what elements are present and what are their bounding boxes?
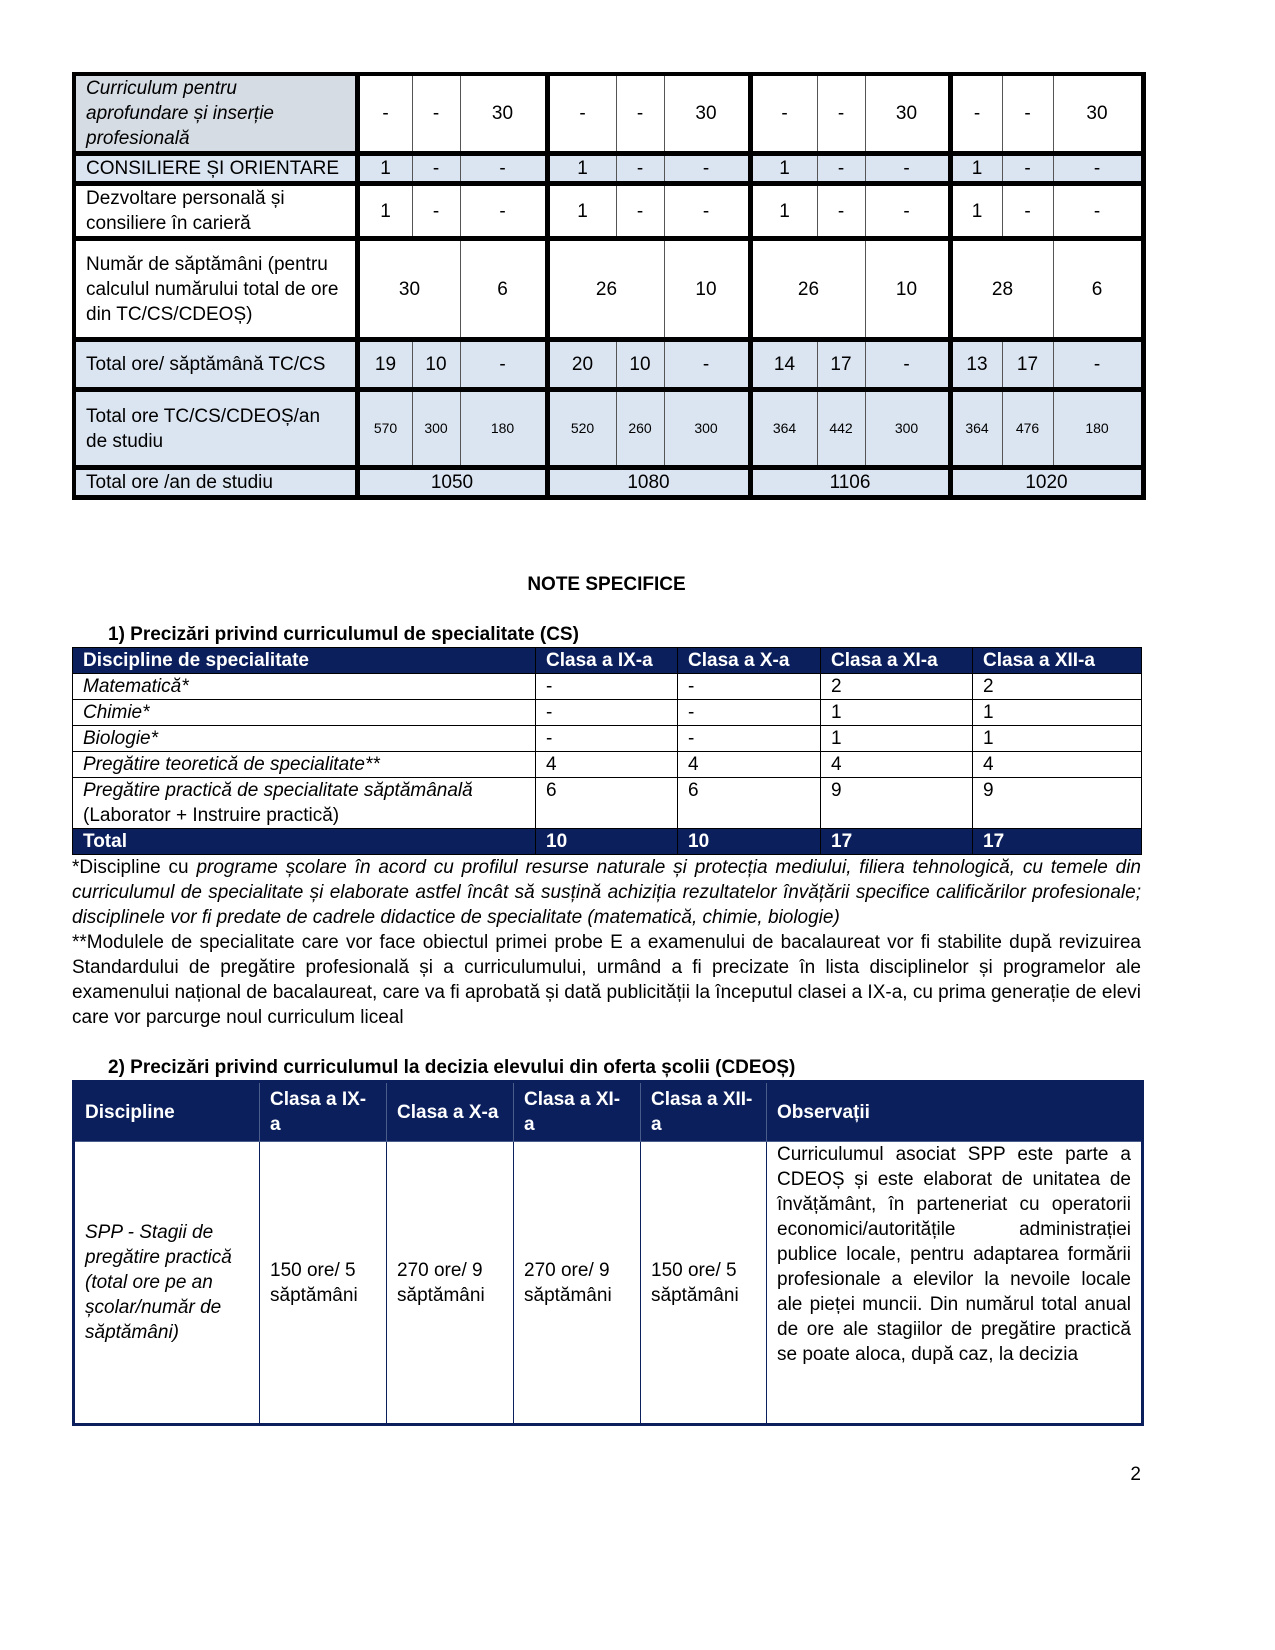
value-cell: 300: [865, 390, 950, 468]
table-row: [73, 778, 1142, 829]
value-cell: 1: [821, 726, 973, 752]
value-cell: 30: [1053, 74, 1143, 154]
total-cell: 17: [821, 829, 973, 855]
value-cell: -: [678, 700, 821, 726]
header-row: [73, 648, 1142, 674]
value-cell: -: [817, 184, 865, 239]
header-row: [74, 1082, 1143, 1142]
value-cell: -: [817, 154, 865, 184]
value-cell: 300: [664, 390, 750, 468]
value-cell: -: [678, 726, 821, 752]
value-cell: 30: [865, 74, 950, 154]
value-cell: -: [664, 340, 750, 390]
value-cell: 364: [750, 390, 817, 468]
value-cell: 26: [750, 239, 865, 340]
value-cell: 17: [817, 340, 865, 390]
value-cell: 4: [536, 752, 678, 778]
discipline-suffix: (Laborator + Instruire practică): [83, 805, 340, 826]
value-cell: 1: [973, 700, 1142, 726]
section2-title: 2) Precizări privind curriculumul la decizia elevului din oferta școlii (CDEOȘ): [108, 1057, 796, 1078]
header-cell: Clasa a X-a: [678, 648, 821, 674]
value-cell: -: [616, 74, 664, 154]
cdeos-table: [72, 1080, 1144, 1426]
header-cell: Clasa a XII-a: [641, 1082, 767, 1142]
value-cell: 13: [950, 340, 1002, 390]
value-cell: -: [750, 74, 817, 154]
header-cell: Discipline: [74, 1082, 260, 1142]
value-cell: -: [950, 74, 1002, 154]
total-label: Total: [73, 829, 536, 855]
page-number: 2: [1130, 1464, 1141, 1485]
value-cell: 1: [750, 154, 817, 184]
row-label: Număr de săptămâni (pentru calculul numărului total de ore din TC/CS/CDEOȘ): [74, 239, 357, 340]
value-cell: 2: [821, 674, 973, 700]
hours-cell: 270 ore/ 9 săptămâni: [387, 1142, 514, 1425]
discipline-name: Biologie*: [83, 728, 158, 749]
discipline-name: Matematică*: [83, 676, 189, 697]
header-cell: Clasa a XI-a: [514, 1082, 641, 1142]
value-cell: 1: [750, 184, 817, 239]
table-row: [74, 340, 1143, 390]
discipline-label: [73, 700, 536, 726]
discipline-label: [73, 752, 536, 778]
value-cell: 9: [821, 778, 973, 829]
hours-cell: 150 ore/ 5 săptămâni: [260, 1142, 387, 1425]
discipline-label: [73, 674, 536, 700]
value-cell: -: [664, 154, 750, 184]
discipline-name: Chimie*: [83, 702, 150, 723]
table-row: [74, 154, 1143, 184]
row-label: Total ore/ săptămână TC/CS: [74, 340, 357, 390]
value-cell: -: [547, 74, 616, 154]
value-cell: 14: [750, 340, 817, 390]
table-row: [74, 74, 1143, 154]
value-cell: 6: [678, 778, 821, 829]
table-row: [74, 184, 1143, 239]
footnotes: [72, 855, 1141, 1030]
value-cell: 570: [357, 390, 412, 468]
table-row: [73, 752, 1142, 778]
total-row: [73, 829, 1142, 855]
value-cell: 1: [950, 184, 1002, 239]
total-cell: 10: [678, 829, 821, 855]
row-label: Total ore /an de studiu: [74, 468, 357, 498]
value-cell: -: [1053, 154, 1143, 184]
header-cell: Clasa a XI-a: [821, 648, 973, 674]
value-cell: -: [536, 726, 678, 752]
value-cell: 28: [950, 239, 1053, 340]
row-label: Curriculum pentru aprofundare și inserție profesională: [74, 74, 357, 154]
discipline-label: [73, 726, 536, 752]
value-cell: 1020: [950, 468, 1143, 498]
value-cell: 6: [460, 239, 547, 340]
value-cell: -: [865, 154, 950, 184]
value-cell: -: [1002, 184, 1053, 239]
value-cell: 1: [357, 184, 412, 239]
header-cell: Clasa a X-a: [387, 1082, 514, 1142]
value-cell: 17: [1002, 340, 1053, 390]
value-cell: 364: [950, 390, 1002, 468]
value-cell: -: [460, 184, 547, 239]
header-cell: Observații: [767, 1082, 1143, 1142]
value-cell: 300: [412, 390, 460, 468]
total-cell: 10: [536, 829, 678, 855]
value-cell: 30: [460, 74, 547, 154]
value-cell: 30: [664, 74, 750, 154]
value-cell: 1080: [547, 468, 750, 498]
value-cell: 1: [950, 154, 1002, 184]
value-cell: 30: [357, 239, 460, 340]
table-row: [73, 674, 1142, 700]
value-cell: 10: [664, 239, 750, 340]
value-cell: -: [412, 184, 460, 239]
table-row: [74, 1142, 1143, 1425]
value-cell: 1: [973, 726, 1142, 752]
value-cell: 19: [357, 340, 412, 390]
section1-title: 1) Precizări privind curriculumul de specialitate (CS): [108, 624, 579, 645]
observations-cell: Curriculumul asociat SPP este parte a CDEOȘ și este elaborat de unitatea de învățământ, în parteneriat cu operatorii economici/autoritățile administrației publice locale, pentru adaptarea formării profesionale a elevilor la nevoile locale ale pieței muncii. Din numărul total anual de ore ale stagiilor de pregătire practică se poate aloca, după caz, la decizia: [767, 1142, 1143, 1425]
table-row: [73, 726, 1142, 752]
value-cell: 180: [1053, 390, 1143, 468]
hours-cell: 150 ore/ 5 săptămâni: [641, 1142, 767, 1425]
value-cell: -: [817, 74, 865, 154]
value-cell: 1: [357, 154, 412, 184]
value-cell: -: [616, 154, 664, 184]
table-row: [74, 239, 1143, 340]
value-cell: 260: [616, 390, 664, 468]
value-cell: 6: [536, 778, 678, 829]
value-cell: -: [460, 154, 547, 184]
value-cell: 4: [973, 752, 1142, 778]
value-cell: 4: [678, 752, 821, 778]
value-cell: 1050: [357, 468, 547, 498]
row-label: Total ore TC/CS/CDEOȘ/an de studiu: [74, 390, 357, 468]
value-cell: -: [865, 340, 950, 390]
value-cell: 10: [865, 239, 950, 340]
value-cell: 476: [1002, 390, 1053, 468]
value-cell: -: [1053, 184, 1143, 239]
value-cell: -: [616, 184, 664, 239]
value-cell: 9: [973, 778, 1142, 829]
header-cell: Clasa a IX-a: [260, 1082, 387, 1142]
value-cell: 10: [412, 340, 460, 390]
value-cell: -: [1002, 74, 1053, 154]
value-cell: 1: [547, 184, 616, 239]
specialty-table: [72, 647, 1142, 855]
footnote-2: **Modulele de specialitate care vor face obiectul primei probe E a examenului de bacalaureat vor fi stabilite după revizuirea Standardului de pregătire profesională și a curriculumului, urmând a fi precizate în lista disciplinelor și programelor ale examenului național de bacalaureat, care va fi aprobată și dată publicității la începutul clasei a IX-a, cu prima generație de elevi care vor parcurge noul curriculum liceal: [72, 932, 1141, 1028]
value-cell: -: [412, 74, 460, 154]
value-cell: 520: [547, 390, 616, 468]
value-cell: 1106: [750, 468, 950, 498]
header-cell: Clasa a IX-a: [536, 648, 678, 674]
discipline-name: Pregătire practică de specialitate săptămânală: [83, 780, 473, 801]
value-cell: 26: [547, 239, 664, 340]
value-cell: 6: [1053, 239, 1143, 340]
notes-title: NOTE SPECIFICE: [527, 574, 686, 595]
value-cell: -: [1053, 340, 1143, 390]
table-row: [74, 390, 1143, 468]
row-label: Dezvoltare personală și consiliere în carieră: [74, 184, 357, 239]
value-cell: 180: [460, 390, 547, 468]
value-cell: -: [412, 154, 460, 184]
value-cell: 2: [973, 674, 1142, 700]
value-cell: -: [664, 184, 750, 239]
table-row: [73, 700, 1142, 726]
hours-cell: 270 ore/ 9 săptămâni: [514, 1142, 641, 1425]
value-cell: -: [536, 700, 678, 726]
discipline-cell: SPP - Stagii de pregătire practică (total ore pe an școlar/număr de săptămâni): [74, 1142, 260, 1425]
value-cell: -: [678, 674, 821, 700]
value-cell: -: [357, 74, 412, 154]
hours-table: [72, 72, 1146, 500]
total-cell: 17: [973, 829, 1142, 855]
table-row: [74, 468, 1143, 498]
discipline-label: [73, 778, 536, 829]
value-cell: 4: [821, 752, 973, 778]
value-cell: 442: [817, 390, 865, 468]
footnote-1: *Discipline cu programe școlare în acord cu profilul resurse naturale și protecția mediului, filiera tehnologică, cu temele din curriculumul de specialitate și elaborate astfel încât să susțină achiziția rezultatelor învățării specifice calificărilor profesionale; disciplinele vor fi predate de cadrele didactice de specialitate (matematică, chimie, biologie): [72, 857, 1141, 928]
value-cell: -: [460, 340, 547, 390]
value-cell: 1: [547, 154, 616, 184]
value-cell: -: [1002, 154, 1053, 184]
discipline-name: Pregătire teoretică de specialitate**: [83, 754, 380, 775]
value-cell: -: [865, 184, 950, 239]
row-label: CONSILIERE ȘI ORIENTARE: [74, 154, 357, 184]
header-cell: Discipline de specialitate: [73, 648, 536, 674]
value-cell: -: [536, 674, 678, 700]
header-cell: Clasa a XII-a: [973, 648, 1142, 674]
value-cell: 20: [547, 340, 616, 390]
value-cell: 1: [821, 700, 973, 726]
value-cell: 10: [616, 340, 664, 390]
